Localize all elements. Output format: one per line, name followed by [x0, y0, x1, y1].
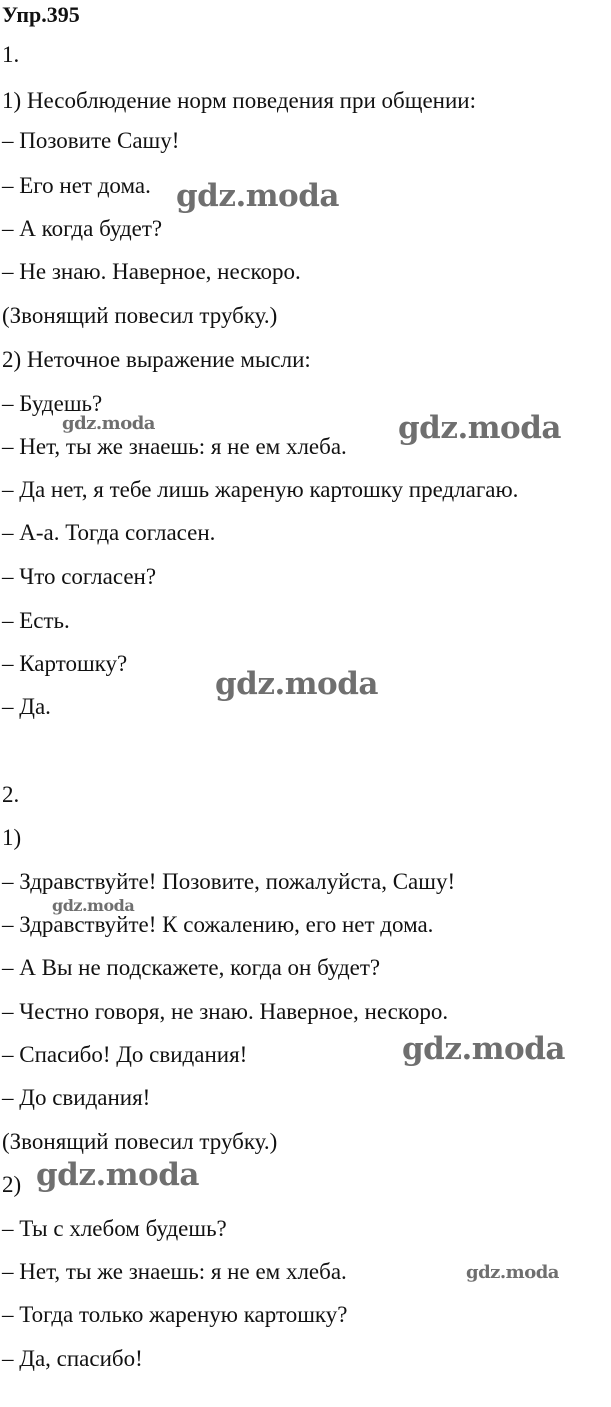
- dialogue-line: – Здравствуйте! Позовите, пожалуйста, Сашу!: [2, 869, 456, 894]
- watermark: gdz.moda: [36, 1157, 199, 1193]
- dialogue-line: – А Вы не подскажете, когда он будет?: [2, 955, 381, 980]
- dialogue-line: – Позовите Сашу!: [2, 128, 180, 153]
- dialogue-line: – Нет, ты же знаешь: я не ем хлеба.: [2, 1259, 347, 1284]
- watermark: gdz.moda: [176, 178, 339, 214]
- dialogue-line: – Не знаю. Наверное, нескоро.: [2, 259, 301, 284]
- dialogue-note: (Звонящий повесил трубку.): [2, 303, 278, 328]
- part2-sub2-heading: 2): [2, 1172, 22, 1197]
- watermark: gdz.moda: [62, 413, 155, 434]
- part2-sub1-heading: 1): [2, 825, 22, 850]
- part2-number: 2.: [2, 782, 20, 807]
- dialogue-line: – Спасибо! До свидания!: [2, 1042, 248, 1067]
- watermark: gdz.moda: [52, 896, 135, 915]
- dialogue-line: – Есть.: [2, 608, 70, 633]
- dialogue-line: – Нет, ты же знаешь: я не ем хлеба.: [2, 434, 347, 459]
- dialogue-line: – Да.: [2, 694, 51, 719]
- dialogue-line: – Картошку?: [2, 651, 128, 676]
- part1-number: 1.: [2, 42, 20, 67]
- dialogue-note: (Звонящий повесил трубку.): [2, 1129, 278, 1154]
- dialogue-line: – Да нет, я тебе лишь жареную картошку предлагаю.: [2, 477, 519, 502]
- dialogue-line: – Что согласен?: [2, 564, 157, 589]
- dialogue-line: – Его нет дома.: [2, 173, 151, 198]
- dialogue-line: – А когда будет?: [2, 216, 163, 241]
- dialogue-line: – Здравствуйте! К сожалению, его нет дома.: [2, 912, 434, 937]
- watermark: gdz.moda: [398, 410, 561, 446]
- dialogue-line: – Ты с хлебом будешь?: [2, 1216, 227, 1241]
- dialogue-line: – Честно говоря, не знаю. Наверное, нескоро.: [2, 999, 449, 1024]
- part1-sub1-heading: 1) Несоблюдение норм поведения при общении:: [2, 88, 476, 113]
- watermark: gdz.moda: [402, 1031, 565, 1067]
- dialogue-line: – Будешь?: [2, 391, 103, 416]
- dialogue-line: – А-а. Тогда согласен.: [2, 520, 216, 545]
- watermark: gdz.moda: [215, 666, 378, 702]
- dialogue-line: – До свидания!: [2, 1085, 151, 1110]
- part1-sub2-heading: 2) Неточное выражение мысли:: [2, 347, 311, 372]
- dialogue-line: – Тогда только жареную картошку?: [2, 1302, 348, 1327]
- exercise-title: Упр.395: [2, 2, 80, 27]
- watermark: gdz.moda: [466, 1262, 559, 1283]
- dialogue-line: – Да, спасибо!: [2, 1346, 143, 1371]
